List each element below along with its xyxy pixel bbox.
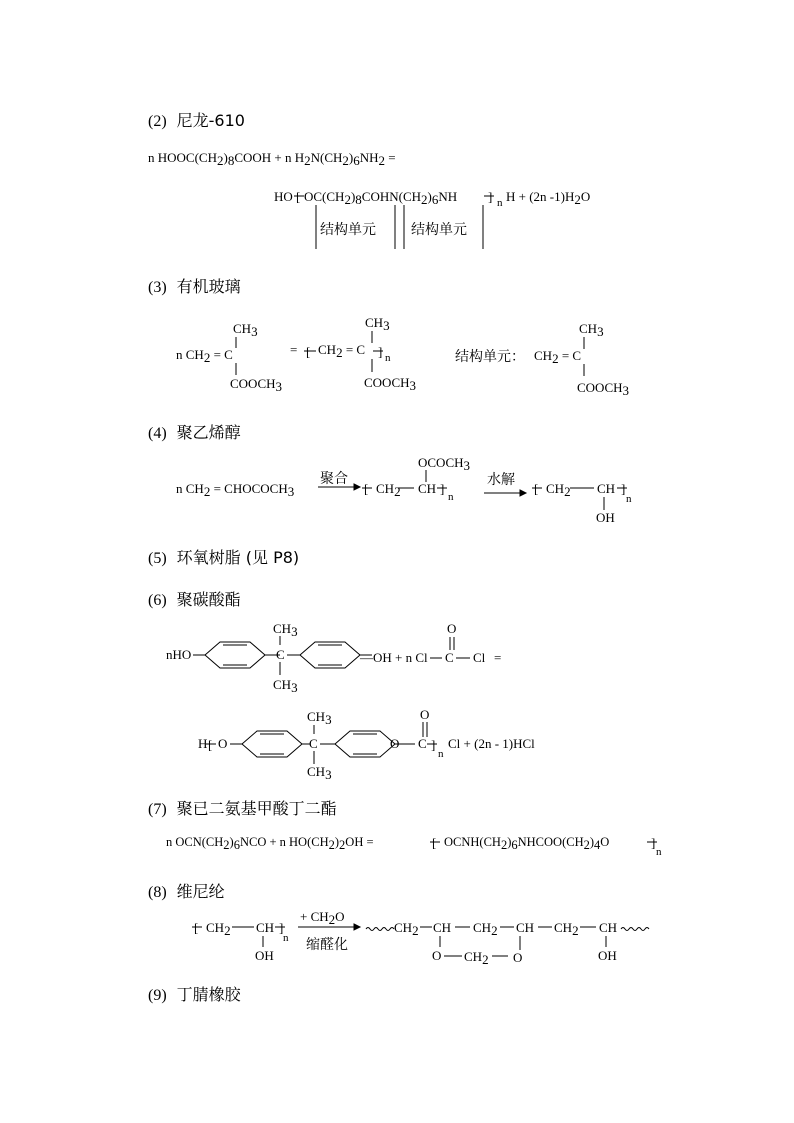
svg-text:CH: CH (433, 920, 452, 935)
section-title: 尼龙-610 (176, 111, 245, 130)
section-title: 聚已二氨基甲酸丁二酯 (176, 799, 337, 818)
svg-text:CH: CH (599, 920, 618, 935)
svg-text:CH2 = C: CH2 = C (534, 348, 582, 366)
svg-text:+ CH2O: + CH2O (300, 909, 345, 927)
svg-text:n CH2 = CHOCOCH3: n CH2 = CHOCOCH3 (176, 481, 295, 499)
polymerize-label: 聚合 (320, 471, 348, 487)
pva-equation (176, 455, 632, 525)
svg-text:n HOOC(CH2)8COOH + n H2N(CH2)6: n HOOC(CH2)8COOH + n H2N(CH2)6NH2 = (148, 150, 396, 168)
svg-text:]: ] (279, 920, 284, 935)
section-number: (3) (148, 279, 167, 296)
svg-text:]: ] (378, 344, 383, 359)
svg-text:n: n (283, 932, 289, 944)
section-title: 丁腈橡胶 (176, 985, 241, 1004)
svg-text:[: [ (364, 481, 369, 496)
svg-text:CH2: CH2 (394, 920, 419, 938)
svg-text:O: O (390, 736, 400, 751)
section-title: 聚碳酸酯 (176, 590, 241, 609)
svg-text:[: [ (208, 737, 213, 752)
svg-text:COOCH3: COOCH3 (577, 380, 630, 398)
svg-text:CH3: CH3 (365, 315, 390, 333)
svg-text:CH: CH (256, 920, 275, 935)
wavy-chain-end (621, 928, 649, 931)
svg-text:]: ] (651, 835, 656, 850)
benzene-ring (335, 731, 395, 757)
svg-text:H + (2n -1)H2O: H + (2n -1)H2O (506, 189, 591, 207)
pmma-equation (176, 315, 629, 398)
svg-text:C: C (276, 647, 285, 662)
section-number: (9) (148, 987, 167, 1004)
structural-unit-label-2: 结构单元 (411, 222, 467, 238)
svg-text:C: C (309, 736, 318, 751)
svg-text:[: [ (534, 481, 539, 496)
svg-text:]: ] (440, 481, 445, 496)
acetalization-label: 缩醛化 (306, 937, 348, 953)
svg-text:COOCH3: COOCH3 (230, 376, 283, 394)
benzene-ring (242, 731, 302, 757)
svg-text:n: n (448, 491, 454, 503)
svg-text:OCOCH3: OCOCH3 (418, 455, 471, 473)
svg-text:CH2: CH2 (376, 481, 401, 499)
svg-text:OCNH(CH2)6NHCOO(CH2)4O: OCNH(CH2)6NHCOO(CH2)4O (444, 835, 610, 852)
svg-text:—OH + n Cl: —OH + n Cl (360, 650, 428, 665)
svg-text:nHO: nHO (166, 647, 192, 662)
svg-text:n: n (385, 352, 391, 364)
svg-text:n CH2 = C: n CH2 = C (176, 347, 233, 365)
nylon-equation (148, 150, 590, 249)
svg-text:CH3: CH3 (307, 764, 332, 782)
svg-text:CH2: CH2 (554, 920, 579, 938)
svg-text:CH: CH (418, 481, 437, 496)
svg-text:CH3: CH3 (579, 321, 604, 339)
svg-text:CH3: CH3 (273, 621, 298, 639)
polycarbonate-equation (166, 621, 535, 782)
section-number: (5) (148, 550, 167, 567)
svg-text:n: n (438, 748, 444, 760)
svg-text:[: [ (194, 920, 199, 935)
svg-text:n OCN(CH2)6NCO + n HO(CH2)2OH: n OCN(CH2)6NCO + n HO(CH2)2OH = (166, 835, 374, 852)
svg-text:[: [ (432, 835, 437, 850)
polyurethane-equation (166, 835, 662, 858)
structural-unit-label-1: 结构单元 (320, 222, 376, 238)
hydrolysis-label: 水解 (487, 472, 515, 488)
section-number: (2) (148, 113, 167, 130)
svg-text:CH2: CH2 (206, 920, 231, 938)
svg-text:Cl: Cl (473, 650, 486, 665)
svg-text:HO: HO (274, 189, 293, 204)
svg-text:=: = (494, 650, 502, 665)
svg-text:CH2 = C: CH2 = C (318, 342, 366, 360)
section-number: (4) (148, 425, 167, 442)
svg-text:O: O (432, 948, 442, 963)
svg-text:]: ] (621, 481, 626, 496)
svg-text:OH: OH (255, 948, 274, 963)
svg-text:CH2: CH2 (546, 481, 571, 499)
svg-text:CH3: CH3 (273, 677, 298, 695)
svg-text:H: H (198, 736, 208, 751)
svg-text:n: n (626, 493, 632, 505)
svg-text:CH2: CH2 (464, 949, 489, 967)
section-number: (6) (148, 592, 167, 609)
svg-text:[: [ (296, 189, 301, 204)
benzene-ring (300, 642, 360, 668)
svg-text:O: O (447, 621, 457, 636)
svg-text:CH: CH (597, 481, 616, 496)
svg-text:C: C (418, 736, 427, 751)
section-title: 维尼纶 (176, 882, 225, 901)
svg-text:O: O (420, 707, 430, 722)
section-number: (7) (148, 801, 167, 818)
svg-text:=: = (290, 342, 298, 357)
svg-text:O: O (218, 736, 228, 751)
section-number: (8) (148, 884, 167, 901)
svg-text:Cl + (2n - 1)HCl: Cl + (2n - 1)HCl (448, 736, 535, 751)
svg-text:CH: CH (516, 920, 535, 935)
svg-text:O: O (513, 950, 523, 965)
svg-text:COOCH3: COOCH3 (364, 375, 417, 393)
wavy-chain-end (366, 928, 394, 931)
section-title: 有机玻璃 (176, 277, 241, 296)
section-title: 聚乙烯醇 (176, 423, 241, 442)
svg-text:CH2: CH2 (473, 920, 498, 938)
svg-text:]: ] (431, 737, 436, 752)
vinylon-equation (192, 909, 649, 967)
svg-text:C: C (445, 650, 454, 665)
svg-text:OH: OH (596, 510, 615, 525)
svg-text:]: ] (488, 189, 493, 204)
svg-text:[: [ (306, 344, 311, 359)
svg-text:CH3: CH3 (307, 709, 332, 727)
benzene-ring (205, 642, 265, 668)
svg-text:n: n (497, 197, 503, 209)
svg-text:OH: OH (598, 948, 617, 963)
section-title: 环氧树脂 (见 P8) (176, 548, 300, 567)
structural-unit-colon-label: 结构单元： (455, 349, 525, 365)
svg-text:OC(CH2)8COHN(CH2)6NH: OC(CH2)8COHN(CH2)6NH (304, 189, 458, 207)
svg-text:CH3: CH3 (233, 321, 258, 339)
svg-text:n: n (656, 846, 662, 858)
